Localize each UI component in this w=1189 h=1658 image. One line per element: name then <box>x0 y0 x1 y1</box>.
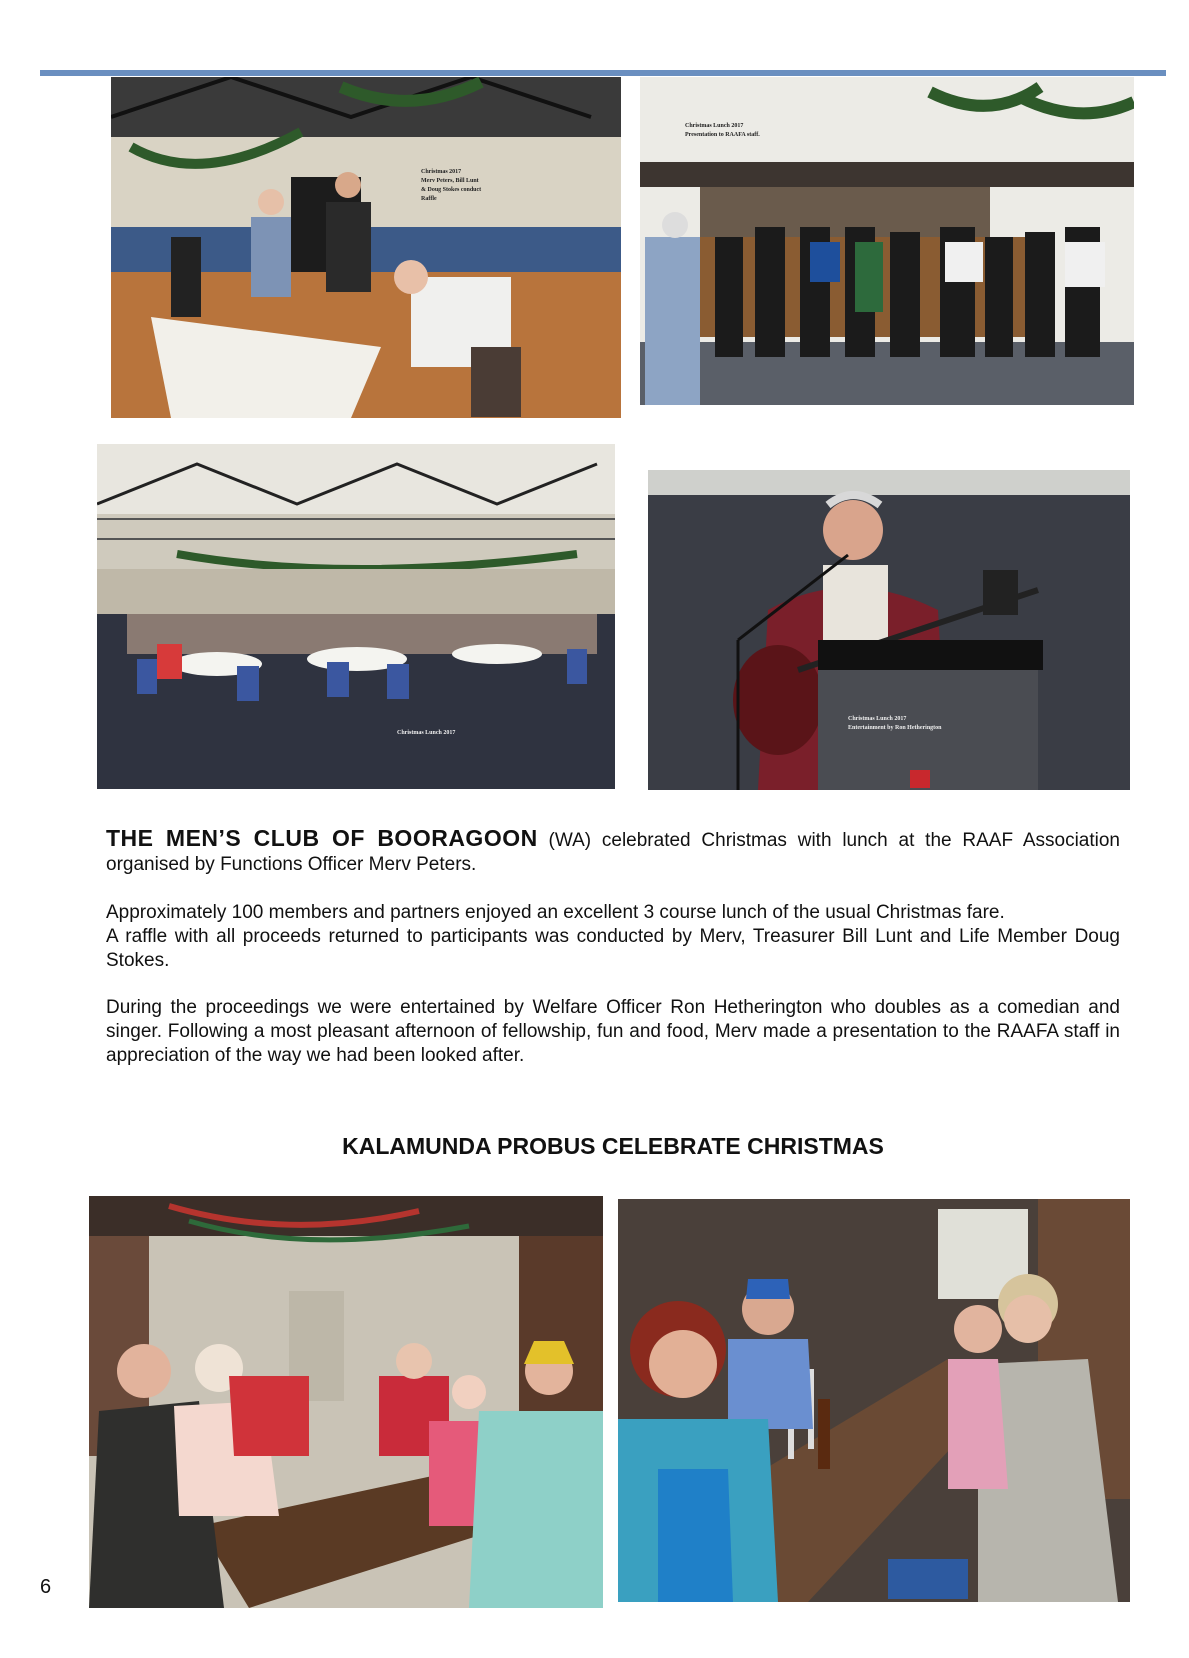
paragraph-raffle: A raffle with all proceeds returned to participants was conducted by Merv, Treasurer Bill Lunt and Life Member Doug Stokes. <box>106 926 1120 971</box>
svg-text:Christmas Lunch 2017 <box>397 730 455 736</box>
kalamunda-photo-left <box>89 1196 603 1608</box>
svg-text:Christmas Lunch 2017 <box>848 716 906 722</box>
article-paragraph-2 <box>106 901 1120 973</box>
raffle-photo <box>111 77 621 418</box>
page-number: 6 <box>40 1576 52 1598</box>
staff-caption-line: Christmas Lunch 2017 <box>685 123 744 129</box>
top-rule <box>40 70 1166 76</box>
svg-text:Entertainment by Ron Hethering <box>848 725 942 731</box>
raffle-caption-line: Christmas 2017 <box>421 169 462 175</box>
kalamunda-photo-right <box>618 1199 1130 1602</box>
article-paragraph-3 <box>106 996 1120 1068</box>
singer-caption-line: Entertainment by Ron Hetherington <box>848 725 942 731</box>
svg-text:Merv Peters, Bill Lunt <box>421 178 479 184</box>
svg-text:Raffle <box>421 196 437 202</box>
club-name: THE MEN’S CLUB OF BOORAGOON <box>106 825 538 851</box>
intro-text: (WA) celebrated Christmas with lunch at the RAAF Association organised by Functions Officer Merv Peters. <box>106 830 1120 875</box>
raffle-caption-line: Merv Peters, Bill Lunt <box>421 178 479 184</box>
singer-caption-line: Christmas Lunch 2017 <box>848 716 907 722</box>
svg-text:& Doug Stokes conduct <box>421 187 481 193</box>
paragraph-entertainment: During the proceedings we were entertained by Welfare Officer Ron Hetherington who doubles as a comedian and singer. Following a most pleasant afternoon of fellowship, fun and food, Merv made a presentation to the RAAFA staff in appreciation of the way we had been looked after. <box>106 997 1120 1066</box>
article-intro <box>106 826 1120 877</box>
hall-photo <box>97 444 615 789</box>
hall-caption: Christmas Lunch 2017 <box>397 730 456 736</box>
svg-text:Christmas 2017 <box>421 169 461 175</box>
raffle-caption-line: & Doug Stokes conduct <box>421 187 482 193</box>
raffle-caption-line: Raffle <box>421 196 437 202</box>
section-heading: KALAMUNDA PROBUS CELEBRATE CHRISTMAS <box>342 1133 884 1159</box>
staff-photo <box>640 77 1134 405</box>
singer-photo <box>648 470 1130 790</box>
svg-text:Presentation to RAAFA staff. <box>685 132 760 138</box>
svg-text:Christmas Lunch 2017 <box>685 123 743 129</box>
staff-caption-line: Presentation to RAAFA staff. <box>685 132 760 138</box>
paragraph-lunch: Approximately 100 members and partners enjoyed an excellent 3 course lunch of the usual Christmas fare. <box>106 902 1005 923</box>
